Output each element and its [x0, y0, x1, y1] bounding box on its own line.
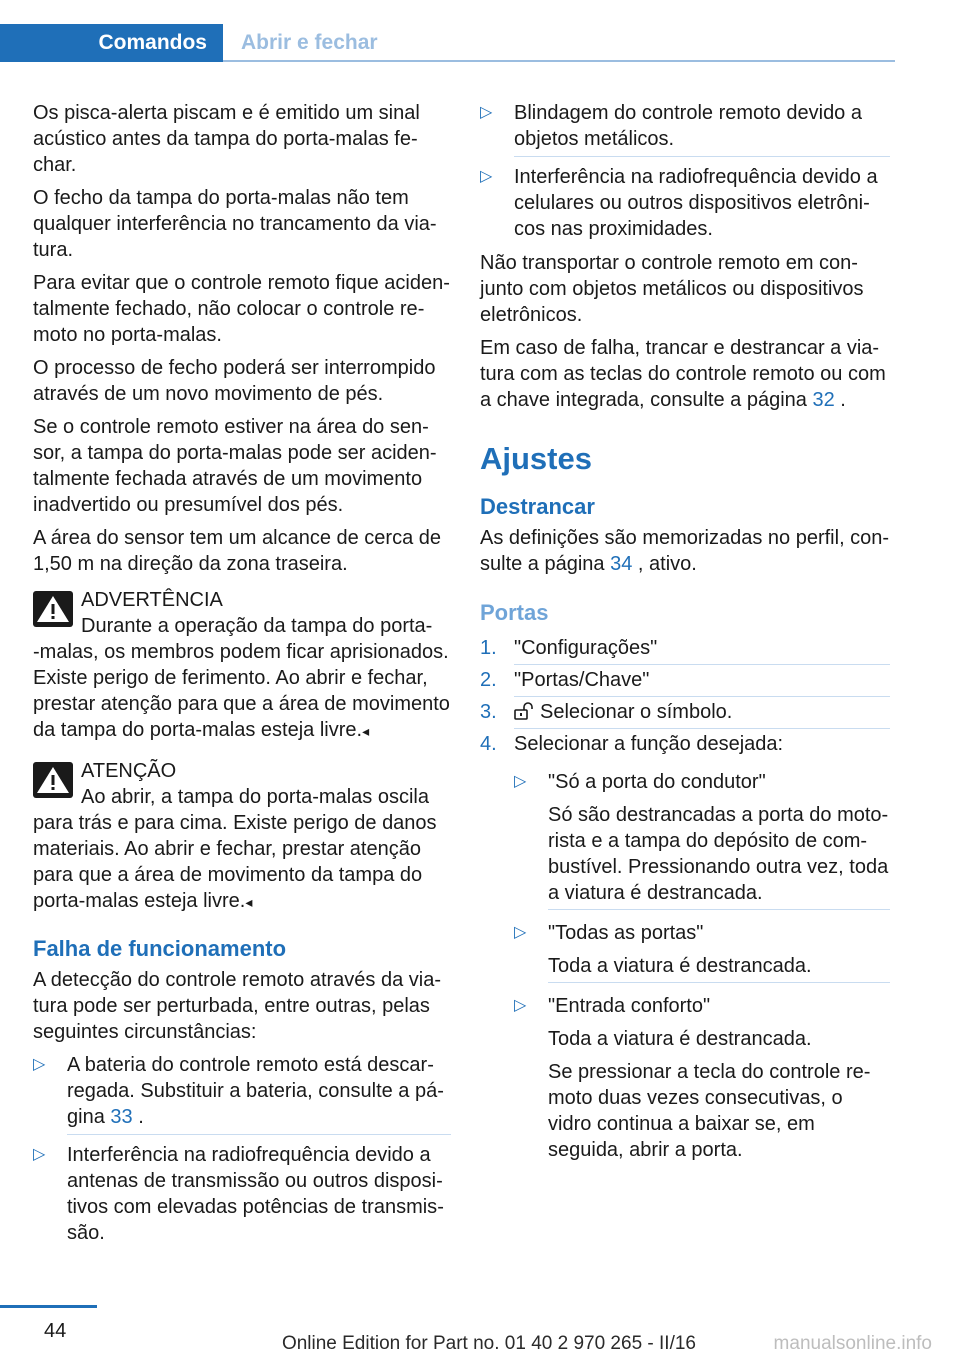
list-item-text: A bateria do controle remoto está descarregada. Substituir a bateria, consulte a página: [67, 1054, 444, 1128]
step-item: [480, 667, 890, 693]
list-item: [480, 100, 890, 152]
triangle-right-icon: ▷: [480, 104, 493, 121]
edition-text: Online Edition for Part no. 01 40 2 970 265 - II/16: [281, 1333, 696, 1354]
list-item-text: Blindagem do controle remoto devido a objetos metálicos.: [514, 102, 862, 150]
option-item: [514, 993, 890, 1163]
paragraph: O fecho da tampa do porta-malas não tem qualquer interferência no trancamento da viatura.: [33, 187, 437, 261]
paragraph: Se o controle remoto estiver na área do sensor, a tampa do porta-malas pode ser acidentalmente fechada através de um movimento inadvertido ou presumível dos pés.: [33, 416, 437, 516]
unlock-icon: [514, 702, 534, 720]
step-text: "Configurações": [514, 637, 658, 659]
page-number: 44: [44, 1320, 67, 1342]
triangle-right-icon: ▷: [33, 1146, 46, 1163]
divider: [548, 909, 890, 910]
paragraph: O processo de fecho poderá ser interrompido através de um novo movimento de pés.: [33, 357, 436, 405]
step-number: 3.: [480, 701, 497, 723]
tab-comandos[interactable]: Comandos: [0, 24, 223, 62]
options-list: [514, 769, 890, 1163]
list-item: [33, 1052, 451, 1130]
doors-heading: Portas: [480, 600, 549, 625]
paragraph-text: As definições são memorizadas no perfil, consulte a página: [480, 527, 890, 575]
triangle-right-icon: ▷: [33, 1056, 46, 1073]
end-mark: ◂: [245, 894, 253, 910]
option-title: "Entrada conforto": [548, 995, 711, 1017]
step-item: [480, 731, 890, 1163]
warning-text-line: Durante a operação da tampa do porta-: [81, 615, 433, 637]
watermark: manualsonline.info: [773, 1333, 932, 1354]
page-link[interactable]: 34: [610, 553, 633, 575]
warning-title: ADVERTÊNCIA: [81, 589, 223, 611]
warning-text: -malas, os membros podem ficar aprisionados. Existe perigo de ferimento. Ao abrir e fechar, prestar atenção para que a área de movimento da tampa do porta-malas esteja livre.: [33, 641, 450, 741]
fault-list: [33, 1052, 451, 1246]
step-item: [480, 635, 890, 661]
caution-text: para trás e para cima. Existe perigo de danos materiais. Ao abrir e fechar, prestar atenção para que a área de movimento da tampa do porta-malas esteja livre.: [33, 812, 437, 912]
end-mark: ◂: [362, 723, 370, 739]
warning-triangle-icon: [33, 762, 73, 798]
option-description: Toda a viatura é destrancada.: [548, 955, 812, 977]
paragraph-tail: .: [840, 389, 846, 411]
divider: [514, 728, 890, 729]
footer-rule: [0, 1305, 97, 1308]
list-item-tail: .: [138, 1106, 144, 1128]
divider: [514, 156, 890, 157]
step-number: 1.: [480, 637, 497, 659]
paragraph: Não transportar o controle remoto em conjunto com objetos metálicos ou dispositivos eletrônicos.: [480, 252, 864, 326]
step-item: [480, 699, 890, 725]
paragraph-text: Em caso de falha, trancar e destrancar a viatura com as teclas do controle remoto ou com a chave integrada, consulte a página: [480, 337, 886, 411]
paragraph: [480, 525, 890, 577]
paragraph: A área do sensor tem um alcance de cerca de 1,50 m na direção da zona traseira.: [33, 527, 442, 575]
steps-list: [480, 635, 890, 1163]
page-link[interactable]: 33: [110, 1106, 133, 1128]
step-text: Selecionar a função desejada:: [514, 733, 784, 755]
tab-abrir-e-fechar[interactable]: Abrir e fechar: [241, 31, 378, 54]
warning-triangle-icon: [33, 591, 73, 627]
list-item: [480, 164, 890, 242]
option-title: "Só a porta do condutor": [548, 771, 766, 793]
section-title: Ajustes: [480, 441, 592, 476]
option-description: Só são destrancadas a porta do motorista e a tampa do depósito de combustível. Pressionando outra vez, toda a viatura é destrancada.: [548, 804, 889, 904]
step-text: "Portas/Chave": [514, 669, 650, 691]
caution-text-line: Ao abrir, a tampa do porta-malas oscila: [81, 786, 429, 808]
step-number: 4.: [480, 733, 497, 755]
fault-intro: A detecção do controle remoto através da viatura pode ser perturbada, entre outras, pelas seguintes circunstâncias:: [33, 969, 442, 1043]
header-rule: [223, 60, 895, 62]
divider: [514, 696, 890, 697]
left-column: [33, 100, 451, 1254]
divider: [514, 664, 890, 665]
option-item: [514, 769, 890, 906]
caution-title: ATENÇÃO: [81, 760, 177, 782]
unlock-heading: Destrancar: [480, 494, 595, 519]
option-title: "Todas as portas": [548, 922, 704, 944]
page-header: [0, 0, 895, 62]
page-link[interactable]: 32: [812, 389, 835, 411]
warning-block: [33, 587, 451, 744]
paragraph: [480, 335, 890, 413]
list-item-text: Interferência na radiofrequência devido a celulares ou outros dispositivos eletrônicos nas proximidades.: [514, 166, 878, 240]
fault-heading: Falha de funcionamento: [33, 936, 287, 961]
paragraph-tail: , ativo.: [637, 553, 697, 575]
triangle-right-icon: ▷: [480, 168, 493, 185]
triangle-right-icon: ▷: [514, 997, 527, 1014]
option-description: Toda a viatura é destrancada.: [548, 1028, 812, 1050]
triangle-right-icon: ▷: [514, 773, 527, 790]
option-description: Se pressionar a tecla do controle remoto duas vezes consecutivas, o vidro continua a baixar se, em seguida, abrir a porta.: [548, 1061, 871, 1161]
caution-block: [33, 758, 451, 915]
triangle-right-icon: ▷: [514, 924, 527, 941]
option-item: [514, 920, 890, 979]
fault-list-continued: [480, 100, 890, 242]
paragraph: Os pisca-alerta piscam e é emitido um sinal acústico antes da tampa do porta-malas fechar.: [33, 102, 420, 176]
divider: [548, 982, 890, 983]
divider: [67, 1134, 451, 1135]
list-item-text: Interferência na radiofrequência devido a antenas de transmissão ou outros dispositivos com elevadas potências de transmissão.: [67, 1144, 444, 1244]
step-number: 2.: [480, 669, 497, 691]
step-text: Selecionar o símbolo.: [540, 701, 733, 723]
right-column: [480, 100, 890, 1173]
paragraph: Para evitar que o controle remoto fique acidentalmente fechado, não colocar o controle remoto no porta-malas.: [33, 272, 450, 346]
list-item: [33, 1142, 451, 1246]
